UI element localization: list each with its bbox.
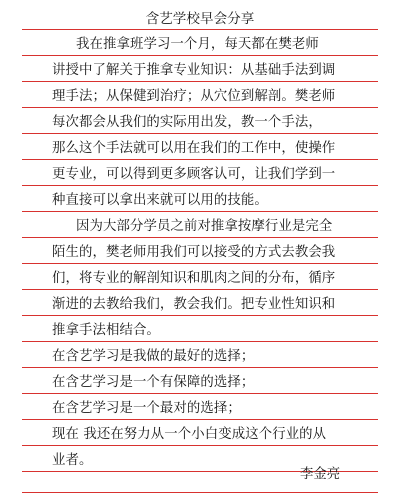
rule-line (22, 159, 378, 160)
text-line: 现在 我还在努力从一个小白变成这个行业的从 (52, 427, 327, 442)
text-line: 在含艺学习是一个最对的选择； (52, 401, 241, 416)
rule-line (22, 211, 378, 212)
rule-line (22, 492, 378, 493)
text-line: 业者。 (52, 453, 93, 468)
text-line: 每次都会从我们的实际用出发，教一个手法， (52, 115, 322, 130)
rule-line (22, 81, 378, 82)
text-line: 种直接可以拿出来就可以用的技能。 (52, 193, 268, 208)
text-line: 在含艺学习是一个有保障的选择； (52, 375, 255, 390)
rule-line (22, 419, 378, 420)
rule-line (22, 55, 378, 56)
rule-line (22, 237, 378, 238)
document-title: 含艺学校早会分享 (145, 11, 255, 27)
rule-line (22, 367, 378, 368)
text-line: 我在推拿班学习一个月，每天都在樊老师 (76, 37, 319, 52)
rule-line (22, 29, 378, 30)
text-line: 推拿手法相结合。 (52, 323, 160, 338)
rule-line (22, 393, 378, 394)
rule-line (22, 445, 378, 446)
text-line: 讲授中了解关于推拿专业知识：从基础手法到调 (52, 63, 336, 78)
rule-line (22, 263, 378, 264)
rule-line (22, 315, 378, 316)
text-line: 理手法；从保健到治疗；从穴位到解剖。樊老师 (52, 89, 336, 104)
text-line: 渐进的去教给我们，教会我们。把专业性知识和 (52, 297, 336, 312)
rule-line (22, 289, 378, 290)
author-signature: 李金亮 (300, 467, 341, 482)
rule-line (22, 185, 378, 186)
text-line: 在含艺学习是我做的最好的选择； (52, 349, 255, 364)
text-line: 那么这个手法就可以用在我们的工作中，使操作 (52, 141, 336, 156)
rule-line (22, 133, 378, 134)
text-line: 们，将专业的解剖知识和肌肉之间的分布，循序 (52, 271, 336, 286)
rule-line (22, 341, 378, 342)
rule-line (22, 107, 378, 108)
text-line: 陌生的，樊老师用我们可以接受的方式去教会我 (52, 245, 336, 260)
text-line: 更专业，可以得到更多顾客认可，让我们学到一 (52, 167, 336, 182)
text-line: 因为大部分学员之前对推拿按摩行业是完全 (76, 219, 333, 234)
